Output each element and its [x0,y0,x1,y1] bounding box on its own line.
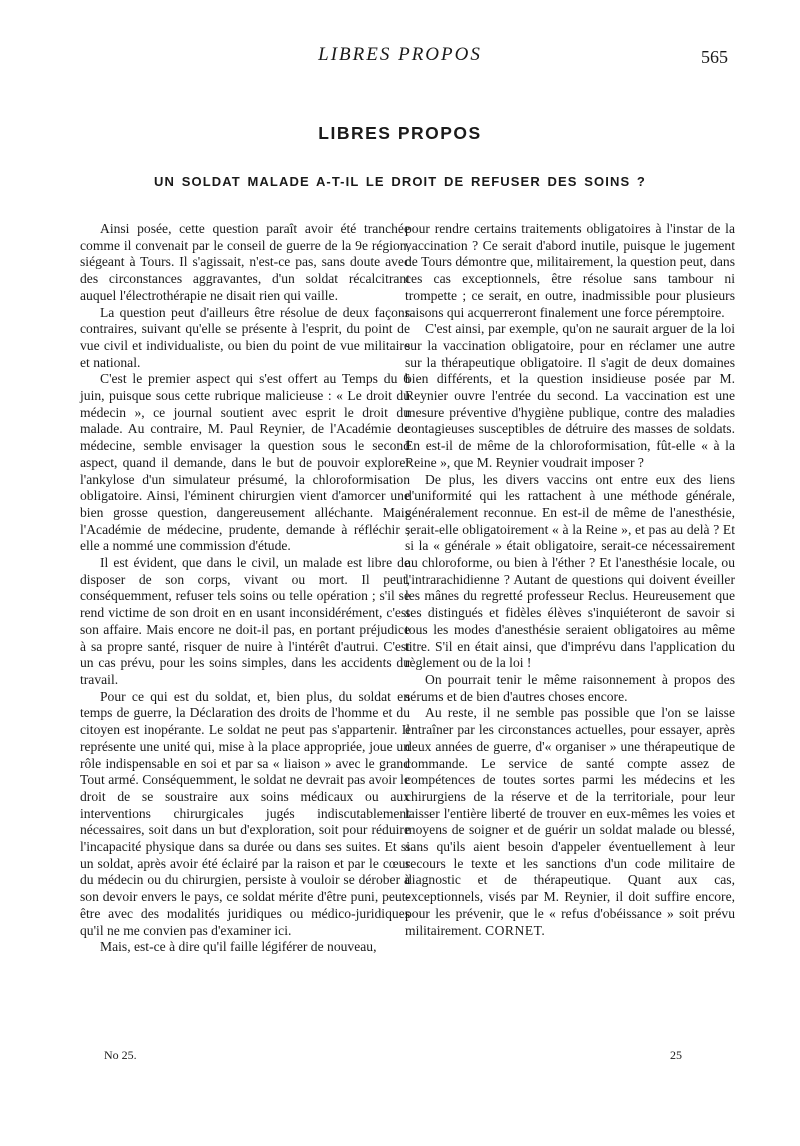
paragraph: C'est ainsi, par exemple, qu'on ne saurait arguer de la loi sur la vaccination obligatoire, pour en réclamer une autre sur la thérapeutique obligatoire. Il s'agit de deux domaines bien différents, et la question insidieuse posée par M. Reynier ouvre l'entrée du second. La vaccination est une mesure préventive d'hygiène publique, contre des maladies contagieuses susceptibles de détruire des masses de soldats. En est-il de même de la chloroformisation, fût-elle « à la Reine », que M. Reynier voudrait imposer ? [405,321,735,470]
author-signature: CORNET. [485,922,546,938]
paragraph-text: Au reste, il ne semble pas possible que l'on se laisse entraîner par les circonstances actuelles, pour essayer, après deux années de guerre, d'« organiser » une thérapeutique de commande. Le service de santé compte assez de compétences de toutes sortes parmi les médecins et les chirurgiens de la réserve et de la territoriale, pour leur laisser l'entière liberté de trouver en eux-mêmes les voies et moyens de soigner et de guérir un soldat malade ou blessé, sans qu'ils aient besoin d'appeler éventuellement à leur secours le texte et les sanctions d'un code militaire de diagnostic et de thérapeutique. Quant aux cas, exceptionnels, visés par M. Reynier, il doit suffire encore, pour les prévenir, que le « refus d'obéissance » soit prévu militairement. [405,705,735,938]
paragraph: On pourrait tenir le même raisonnement à propos des sérums et de bien d'autres choses encore. [405,671,735,704]
paragraph: La question peut d'ailleurs être résolue de deux façons contraires, suivant qu'elle se présente à l'esprit, du point de vue civil et individualiste, ou bien du point de vue militaire et national. [80,304,410,370]
paragraph: Il est évident, que dans le civil, un malade est libre de disposer de son corps, vivant ou mort. Il peut, conséquemment, refuser tels soins ou telle opération ; s'il se rend victime de son droit en en usant inconsidérément, c'est son affaire. Mais encore ne doit-il pas, en portant préjudice à sa propre santé, risquer de nuire à l'intérêt d'autrui. C'est un cas prévu, pour les soins simples, dans les accidents du travail. [80,555,410,687]
running-title: LIBRES PROPOS [318,44,482,65]
paragraph: C'est le premier aspect qui s'est offert au Temps du 6 juin, puisque sous cette rubrique malicieuse : « Le droit du médecin », ce journal soutient avec esprit le droit du malade. Au contraire, M. Paul Reynier, de l'Académie de médecine, semble envisager la question sous le second aspect, quand il demande, dans le but de pouvoir explorer l'ankylose d'un simulateur présumé, la chloroformisation obligatoire. Ainsi, l'éminent chirurgien vient d'amorcer une bien grosse question, dangereusement alléchante. Mais l'Académie de médecine, prudente, demande à réfléchir ; elle a nommé une commission d'étude. [80,371,410,554]
issue-number: No 25. [104,1048,137,1062]
paragraph: De plus, les divers vaccins ont entre eux des liens d'uniformité qui les rattachent à une méthode générale, généralement reconnue. En est-il de même de l'anesthésie, serait-elle obligatoirement « à la Reine », et pas au delà ? Et si la « générale » était obligatoire, serait-ce nécessairement au chloroforme, ou bien à l'éther ? Et l'anesthésie locale, ou l'intrarachidienne ? Autant de questions qui doivent éveiller les mânes du regretté professeur Reclus. Heureusement que ses distingués et fidèles élèves s'inquiéteront de savoir si tous les modes d'anesthésie seraient obligatoires au même titre. S'il en était ainsi, que d'imprévu dans l'application du règlement ou de la loi ! [405,471,735,671]
paragraph-final [405,705,735,939]
paragraph: Pour ce qui est du soldat, et, bien plus, du soldat en temps de guerre, la Déclaration des droits de l'homme et du citoyen est inopérante. Le soldat ne peut pas s'appartenir. Il représente une unité qui, mise à la place appropriée, joue un rôle indispensable en soi et par sa « liaison » avec le grand Tout armé. Conséquemment, le soldat ne devrait pas avoir le droit de se soustraire aux soins médicaux ou aux interventions chirurgicales jugés indiscutablement nécessaires, soit dans un but d'exploration, soit pour réduire l'incapacité physique dans sa durée ou dans ses suites. Et si un soldat, après avoir été éclairé par la raison et par le cœur du médecin ou du chirurgien, persiste à vouloir se dérober à son devoir envers le pays, ce soldat mérite d'être puni, peut-être avec des modalités juridiques ou médico-juridiques qu'il ne me convien pas d'examiner ici. [80,688,410,938]
paragraph: Ainsi posée, cette question paraît avoir été tranchée comme il convenait par le conseil de guerre de la 9e région, siégeant à Tours. Il s'agissait, n'est-ce pas, sans doute avec des circonstances aggravantes, d'un soldat récalcitrant auquel l'électrothérapie ne disait rien qui vaille. [80,221,410,303]
paragraph: Mais, est-ce à dire qu'il faille légiférer de nouveau, [100,939,377,955]
article-title: LIBRES PROPOS [318,123,482,143]
left-column [80,221,410,956]
article-subtitle: UN SOLDAT MALADE A-T-IL LE DROIT DE REFUSER DES SOINS ? [154,174,646,189]
signature-mark: 25 [670,1048,682,1062]
running-head [0,44,800,68]
paragraph-continuation: pour rendre certains traitements obligatoires à l'instar de la vaccination ? Ce serait d'abord inutile, puisque le jugement de Tours démontre que, militairement, la question peut, dans ces cas exceptionnels, être résolue sans tambour ni trompette ; ce serait, en outre, inadmissible pour plusieurs raisons qui acquerreront finalement une force péremptoire. [405,221,735,320]
page-number: 565 [701,47,728,67]
right-column [405,221,735,939]
